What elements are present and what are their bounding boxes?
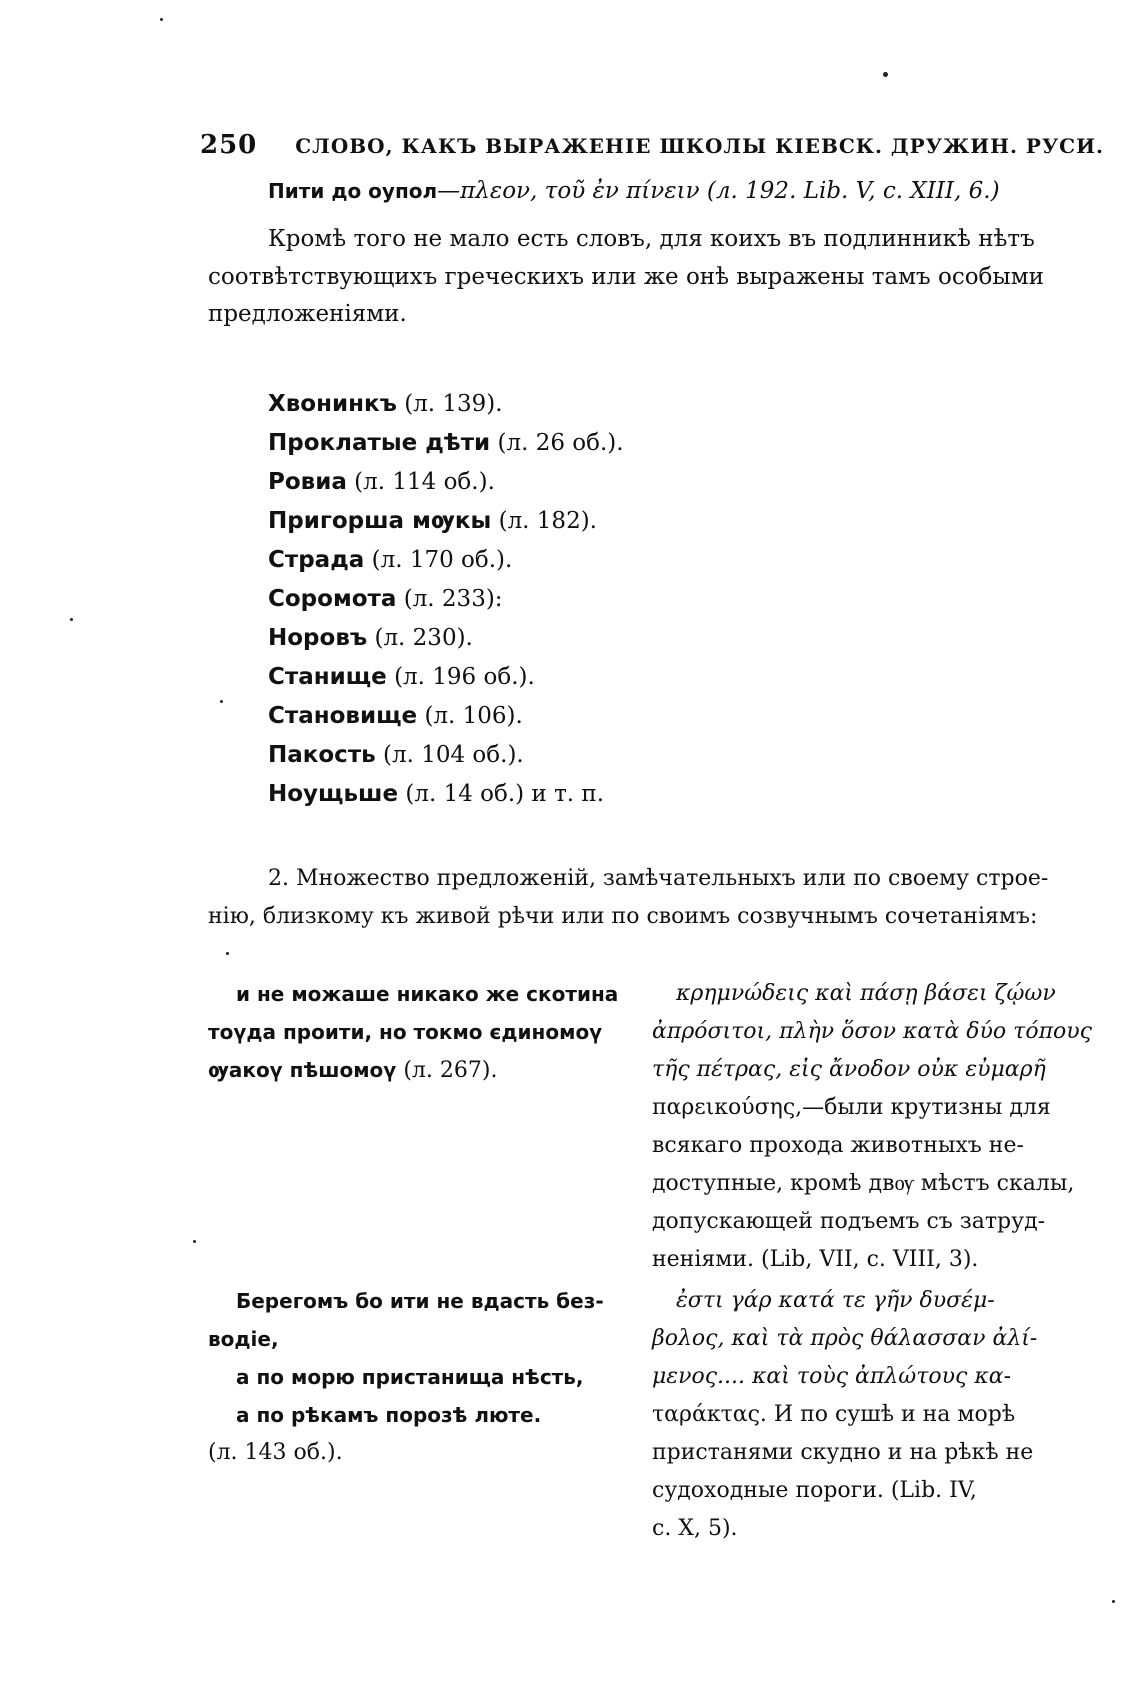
intro-slavonic-phrase: Пити до оупол: [268, 179, 438, 203]
slavonic-text: а по морю пристанища нѣсть,: [236, 1365, 584, 1389]
slavonic-text: Берегомъ бо ити не вдасть без-: [236, 1289, 604, 1313]
example2-left-line: [208, 1358, 628, 1396]
example1-greek-russian: [652, 975, 1092, 1279]
example2-left-line: [208, 1396, 628, 1434]
scan-speck: [220, 700, 223, 703]
folio-ref: (л. 143 об.).: [208, 1440, 343, 1465]
folio-ref: (л. 267).: [403, 1058, 498, 1083]
word-entry: [268, 619, 624, 658]
example2-left-line: [208, 1320, 628, 1358]
scan-speck: [1112, 1600, 1115, 1603]
word-list: [268, 385, 624, 814]
word-term: Становище: [268, 703, 418, 729]
word-entry: [268, 697, 624, 736]
word-ref: (л. 230).: [374, 625, 473, 651]
word-term: Ноущьше: [268, 781, 399, 807]
word-ref: (л. 182).: [498, 508, 597, 534]
intro-quote-line: [268, 180, 1000, 203]
word-entry: [268, 775, 624, 814]
running-header: [200, 130, 1104, 160]
word-ref: (л. 26 об.).: [497, 430, 624, 456]
example2-left-line: [208, 1282, 628, 1320]
page-number: 250: [200, 130, 258, 160]
scan-speck: [193, 1240, 196, 1243]
word-ref: (л. 104 об.).: [383, 742, 524, 768]
word-term: Ровиа: [268, 469, 347, 495]
example1-left-line: [208, 1051, 628, 1089]
word-entry: [268, 385, 624, 424]
example1-right-line: ἀπρόσιτοι, πλὴν ὅσον κατὰ δύο τόπους: [652, 1019, 1092, 1044]
example1-right-line: всякаго прохода животныхъ не-: [652, 1133, 1024, 1158]
word-entry: [268, 736, 624, 775]
word-entry: [268, 658, 624, 697]
intro-paragraph-line-1: Кромѣ того не мало есть словъ, для коихъ въ подлинникѣ нѣтъ: [268, 226, 1035, 252]
word-term: Проклатые дѣти: [268, 430, 491, 456]
example2-right-line: μενος.... καὶ τοὺς ἀπλώτους κα-: [652, 1364, 1012, 1389]
example1-right-line: παρεικούσης,—были крутизны для: [652, 1095, 1051, 1120]
word-entry: [268, 424, 624, 463]
word-term: Страда: [268, 547, 365, 573]
example2-right-line: пристанями скудно и на рѣкѣ не: [652, 1440, 1034, 1465]
intro-paragraph-line-3: предложеніями.: [208, 301, 407, 327]
word-term: Соромота: [268, 586, 397, 612]
word-ref: (л. 196 об.).: [394, 664, 535, 690]
word-entry: [268, 502, 624, 541]
example1-left-line: [208, 975, 628, 1013]
example2-right-line: судоходные пороги. (Lib. IV,: [652, 1478, 977, 1503]
example1-left-line: [208, 1013, 628, 1051]
section2-line-1: 2. Множество предложеній, замѣчательныхъ или по своему строе-: [268, 866, 1049, 891]
word-term: Пакость: [268, 742, 376, 768]
slavonic-text: ѹакоү пѣшомоү: [208, 1058, 397, 1082]
word-term: Пригоршa мѹкы: [268, 508, 492, 534]
example2-right-line: с. X, 5).: [652, 1516, 738, 1541]
word-ref: (л. 106).: [424, 703, 523, 729]
word-ref: (л. 14 об.) и т. п.: [405, 781, 605, 807]
scan-speck: [70, 618, 73, 621]
slavonic-text: тоүда проити, но токмо єдиномоү: [208, 1020, 603, 1044]
example1-right-line: τῆς πέτρας, εἰς ἄνοδον οὐκ εὐμαρῆ: [652, 1057, 1046, 1082]
example2-right-line: ἐστι γάρ κατά τε γῆν δυσέμ-: [676, 1288, 995, 1313]
slavonic-text: и не можаше никако же скотина: [236, 982, 619, 1006]
word-ref: (л. 233):: [403, 586, 503, 612]
slavonic-text: водіе,: [208, 1327, 279, 1351]
word-entry: [268, 580, 624, 619]
word-entry: [268, 541, 624, 580]
scan-speck: [160, 18, 163, 21]
word-term: Станище: [268, 664, 387, 690]
intro-greek-reference: —πλεον, τοῦ ἐν πίνειν (л. 192. Lib. V, с. XIII, 6.): [437, 178, 1000, 204]
running-title: СЛОВО, КАКЪ ВЫРАЖЕНІЕ ШКОЛЫ КІЕВСК. ДРУЖИН. РУСИ.: [295, 134, 1104, 158]
word-ref: (л. 170 об.).: [371, 547, 513, 573]
example1-right-line: допускающей подъемъ съ затруд-: [652, 1209, 1046, 1234]
example2-greek-russian: [652, 1282, 1072, 1548]
example2-slavonic: [208, 1282, 628, 1472]
example1-right-line: доступные, кромѣ двѹ мѣстъ скалы,: [652, 1171, 1075, 1196]
example1-slavonic: [208, 975, 628, 1089]
scan-speck: [883, 72, 888, 77]
example2-left-line: [208, 1434, 628, 1472]
word-ref: (л. 114 об.).: [354, 469, 495, 495]
intro-paragraph-line-2: соотвѣтствующихъ греческихъ или же онѣ выражены тамъ особыми: [208, 264, 1044, 290]
section2-line-2: нію, близкому къ живой рѣчи или по своимъ созвучнымъ сочетаніямъ:: [208, 904, 1038, 929]
example2-right-line: βολος, καὶ τὰ πρὸς θάλασσαν ἀλί-: [652, 1326, 1038, 1351]
word-term: Хвонинкъ: [268, 391, 397, 417]
example1-right-line: κρημνώδεις καὶ πάσῃ βάσει ζῴων: [676, 981, 1056, 1006]
scan-speck: [226, 952, 229, 955]
example1-right-line: неніями. (Lib, VII, с. VIII, 3).: [652, 1247, 979, 1272]
slavonic-text: а по рѣкамъ порозѣ люте.: [236, 1403, 542, 1427]
word-term: Норовъ: [268, 625, 368, 651]
word-entry: [268, 463, 624, 502]
example2-right-line: ταράκτας. И по сушѣ и на морѣ: [652, 1402, 1016, 1427]
word-ref: (л. 139).: [404, 391, 503, 417]
